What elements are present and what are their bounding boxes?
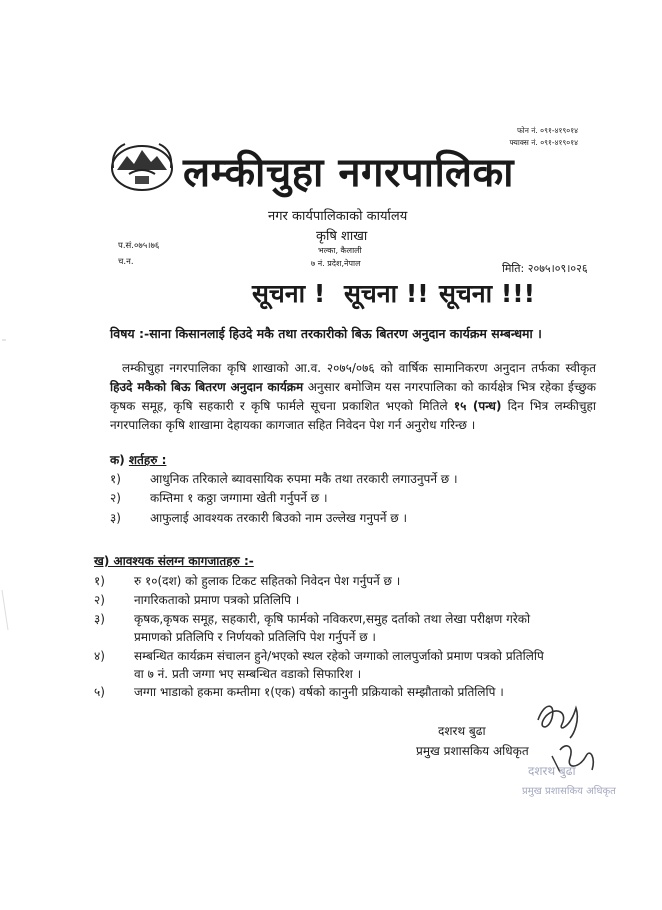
list-item-continuation: प्रमाणको प्रतिलिपि र निर्णयको प्रतिलिपि पेश गर्नुपर्ने छ । [134,630,376,644]
office-name: नगर कार्यपालिकाको कार्यालय [268,209,408,224]
list-item-text: आधुनिक तरिकाले ब्यावसायिक रुपमा मकै तथा तरकारी लगाउनुपर्ने छ । [150,472,458,486]
stamp-title: प्रमुख प्रशासकिय अधिकृत [522,786,616,797]
body-text-3: दिन भित्र लम्कीचुहा नगरपालिका कृषि शाखामा देहायका कागजात सहित निवेदन पेश गर्न अनुरोध गरिन्छ । [110,399,596,432]
list-item-text: कृषक,कृषक समूह, सहकारी, कृषि फार्मको नविकरण,समुह दर्ताको तथा लेखा परीक्षण गरेको [134,612,531,626]
list-item-text: आफुलाई आवश्यक तरकारी बिउको नाम उल्लेख गनुपर्ने छ । [150,511,408,525]
notice-heading-1: सूचना ! [252,279,326,308]
organization-title: लम्कीचुहा नगरपालिका [183,150,515,196]
list-item-number: २) [110,491,121,505]
section-a-title: शर्तहरु : [128,453,167,467]
branch-name: कृषि शाखा [316,229,368,244]
list-item-text: रु १०(दश) को हुलाक टिकट सहितको निवेदन पेश गर्नुपर्ने छ । [134,574,401,588]
list-item-number: ३) [94,612,105,626]
address-line-2: ७ नं. प्रदेश,नेपाल [311,259,361,268]
body-text-1: लम्कीचुहा नगरपालिका कृषि शाखाको आ.व. २०७५/०७६ को वार्षिक सामानिकरण अनुदान तर्फका स्वीकृत [122,361,596,375]
body-bold-program: हिउदे मकैको बिऊ बितरण अनुदान कार्यक्रम [110,380,304,394]
body-text-2: अनुसार बमोजिम यस नगरपालिका को कार्यक्षेत्र भित्र रहेका ईच्छुक कृषक समूह, कृषि सहकारी र कृषि फार्मले सूचना प्रकाशित भएको मितिले [110,380,596,413]
list-item-number: १) [94,574,105,588]
signatory-name: दशरथ बुढा [438,724,486,738]
list-item [94,647,544,664]
list-item [94,610,530,627]
notice-heading-2: सूचना !! [344,279,429,308]
list-item-number: ४) [94,649,105,663]
scan-edge-artifact [0,330,14,630]
body-paragraph [110,359,596,435]
municipality-logo-icon [107,138,177,194]
section-a-heading [110,451,166,468]
section-b-heading: ख) आवश्यक संलग्न कागजातहरु :- [94,554,254,568]
list-item-text: सम्बन्धित कार्यक्रम संचालन हुने/भएको स्थल रहेको जग्गाको लालपुर्जाको प्रमाण पत्रको प्रतिलिपि [134,649,544,663]
list-item [94,683,504,700]
dispatch-number: च.न. [118,257,134,267]
stamp-name: दशरथ बुढा [528,764,576,778]
list-item [94,591,299,608]
list-item-text: नागरिकताको प्रमाण पत्रको प्रतिलिपि । [134,593,300,607]
list-item-text: जग्गा भाडाको हकमा कम्तीमा १(एक) वर्षको कानुनी प्रक्रियाको सम्झौताको प्रतिलिपि । [134,685,504,699]
signatory-title: प्रमुख प्रशासकिय अधिकृत [416,744,529,758]
list-item-number: ५) [94,685,105,699]
notice-heading-3: सूचना !!! [439,279,536,308]
list-item [110,509,407,526]
list-item [94,572,400,589]
address-line-1: भल्का, कैलाली [318,246,362,255]
reference-number: प.सं.०७५।७६ [118,241,160,251]
subject-line: विषय :-साना किसानलाई हिउदे मकै तथा तरकारीको बिऊ बितरण अनुदान कार्यक्रम सम्बन्धमा । [110,326,542,341]
list-item-number: ३) [110,511,121,525]
document-date: मिति: २०७५।०९।०२६ [502,262,588,275]
phone-number: फोन नं. ०९१-४१९०१४ [516,126,578,135]
list-item [110,470,458,487]
list-item [110,489,328,506]
list-item-number: २) [94,593,105,607]
section-a-prefix: क) [110,453,125,467]
body-bold-days: १५ (पन्ध) [453,399,502,413]
fax-number: फ्याक्स नं. ०९१-४१९०१४ [509,138,578,147]
list-item-text: कम्तिमा १ कठ्ठा जग्गामा खेती गर्नुपर्ने छ । [150,491,328,505]
list-item-continuation: वा ७ नं. प्रती जग्गा भए सम्बन्धित वडाको सिफारिश । [134,667,362,681]
list-item-number: १) [110,472,121,486]
